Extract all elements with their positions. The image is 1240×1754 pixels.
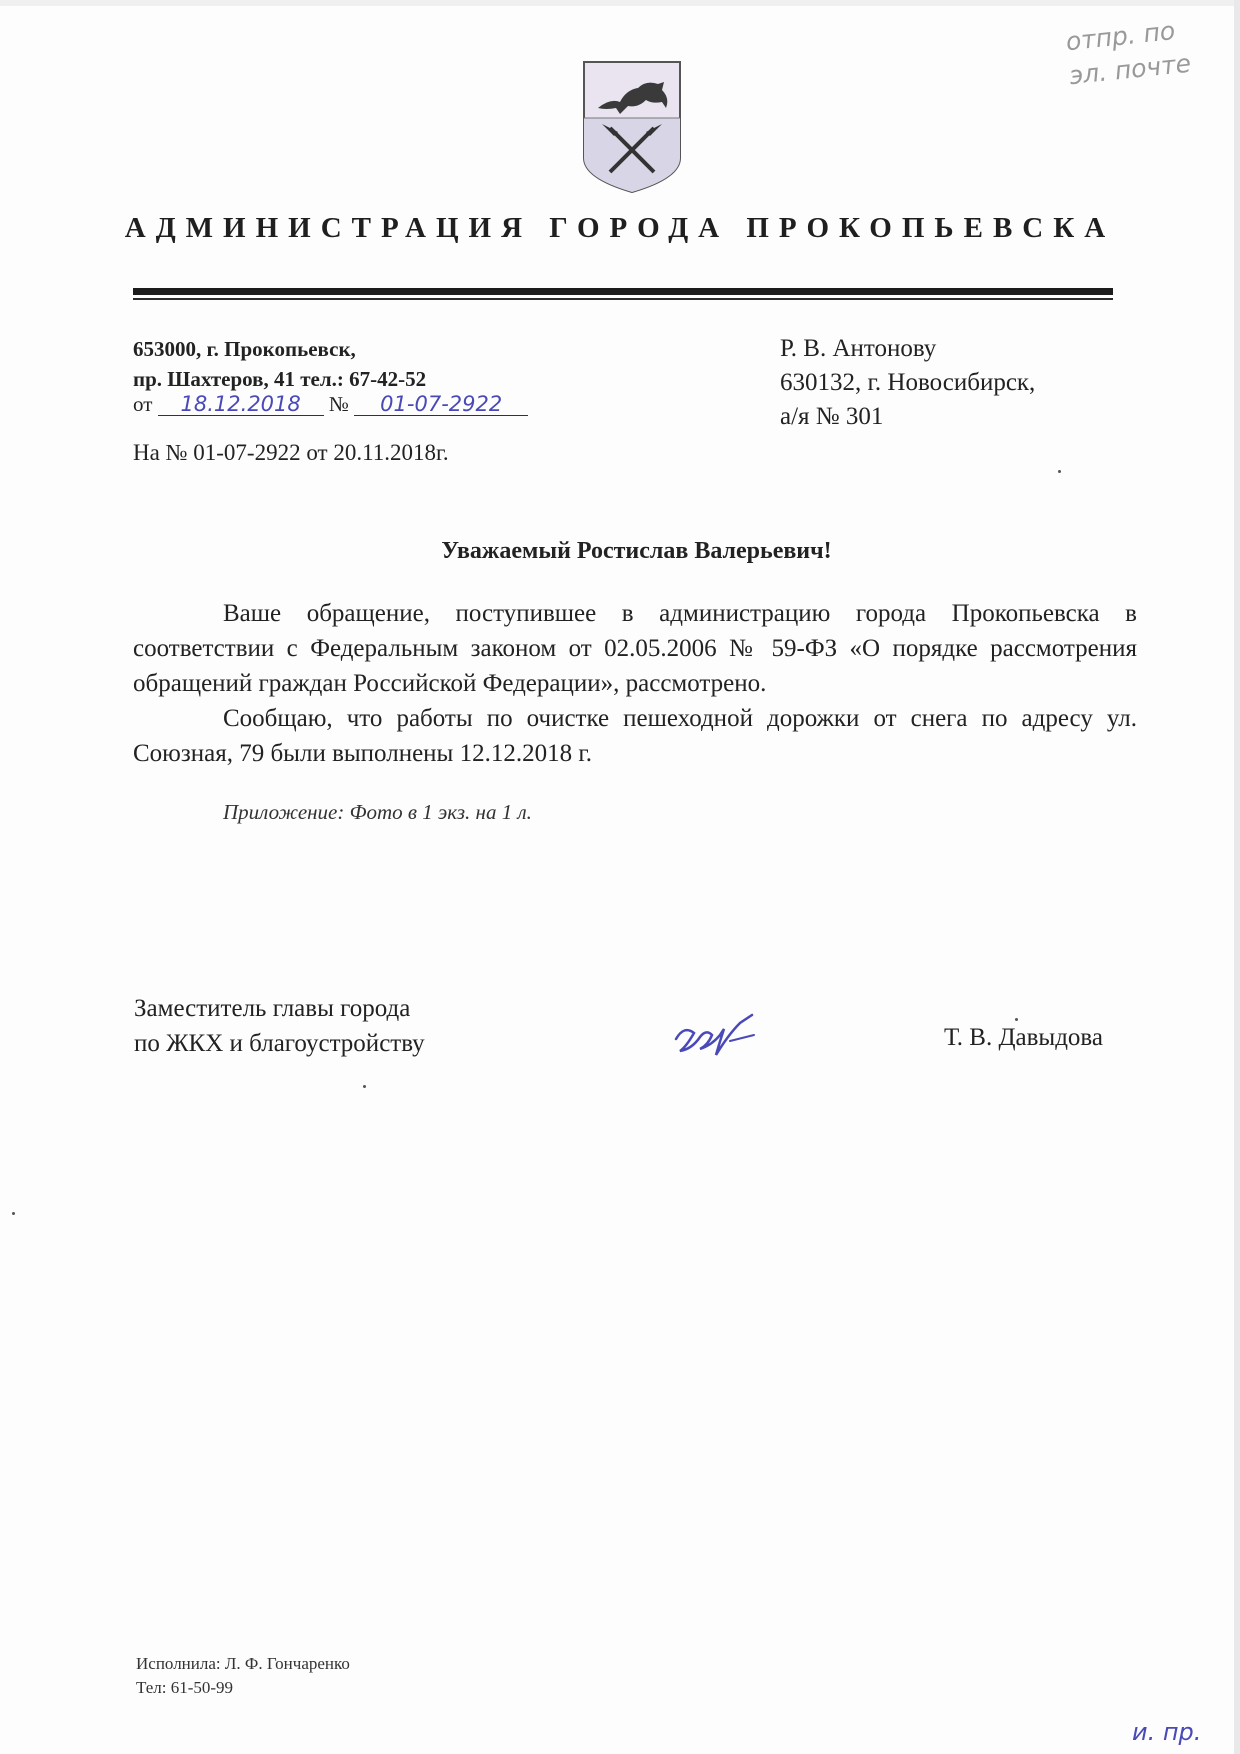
header-rule-thin	[133, 298, 1113, 300]
registration-number-prefix: №	[328, 392, 349, 416]
reply-reference: На № 01-07-2922 от 20.11.2018г.	[133, 440, 449, 465]
salutation: Уважаемый Ростислав Валерьевич!	[441, 538, 832, 564]
coat-of-arms-icon	[580, 58, 684, 196]
handwritten-note-top	[1064, 11, 1212, 105]
handwritten-note-bottom: и. пр.	[1132, 1718, 1202, 1746]
signer-name: Т. В. Давыдова	[944, 1024, 1103, 1051]
executor-phone: Тел: 61-50-99	[136, 1678, 234, 1697]
registration-date-handwritten: 18.12.2018	[158, 393, 324, 416]
handwritten-signature-icon	[670, 1005, 760, 1065]
scan-edge-right	[1234, 0, 1240, 1754]
handwritten-note-top-line1: отпр. по	[1064, 16, 1177, 57]
sender-address-line2: пр. Шахтеров, 41 тел.: 67-42-52	[133, 367, 427, 391]
body-paragraph-2: Сообщаю, что работы по очистке пешеходной дорожки от снега по адресу ул. Союзная, 79 были выполнены 12.12.2018 г.	[133, 705, 1137, 767]
recipient-block	[780, 332, 1035, 434]
registration-from-prefix: от	[133, 392, 153, 416]
organization-title: АДМИНИСТРАЦИЯ ГОРОДА ПРОКОПЬЕВСКА	[124, 212, 1116, 244]
signer-position	[134, 991, 425, 1061]
recipient-name: Р. В. Антонову	[780, 335, 937, 362]
recipient-city: 630132, г. Новосибирск,	[780, 369, 1036, 396]
scan-speck	[1015, 1018, 1018, 1021]
sender-address-line1: 653000, г. Прокопьевск,	[133, 337, 356, 361]
scan-speck	[12, 1212, 15, 1215]
recipient-po-box: а/я № 301	[780, 403, 884, 430]
scan-speck	[363, 1085, 366, 1088]
signer-position-line2: по ЖКХ и благоустройству	[134, 1030, 425, 1057]
executor-name: Исполнила: Л. Ф. Гончаренко	[136, 1654, 350, 1673]
scan-speck	[1058, 470, 1061, 473]
scan-edge-top	[0, 0, 1240, 6]
registration-line	[133, 392, 528, 417]
sender-address	[133, 334, 426, 394]
header-rule-thick	[133, 288, 1113, 295]
letter-body	[133, 596, 1137, 771]
attachment-note: Приложение: Фото в 1 экз. на 1 л.	[223, 800, 532, 824]
executor-block	[136, 1652, 350, 1700]
signer-position-line1: Заместитель главы города	[134, 995, 411, 1022]
registration-number-handwritten: 01-07-2922	[354, 393, 528, 416]
body-paragraph-1: Ваше обращение, поступившее в администрацию города Прокопьевска в соответствии с Федеральным законом от 02.05.2006 № 59-ФЗ «О порядке рассмотрения обращений граждан Российской Федерации», рассмотрено.	[133, 600, 1137, 697]
handwritten-note-top-line2: эл. почте	[1067, 48, 1193, 91]
